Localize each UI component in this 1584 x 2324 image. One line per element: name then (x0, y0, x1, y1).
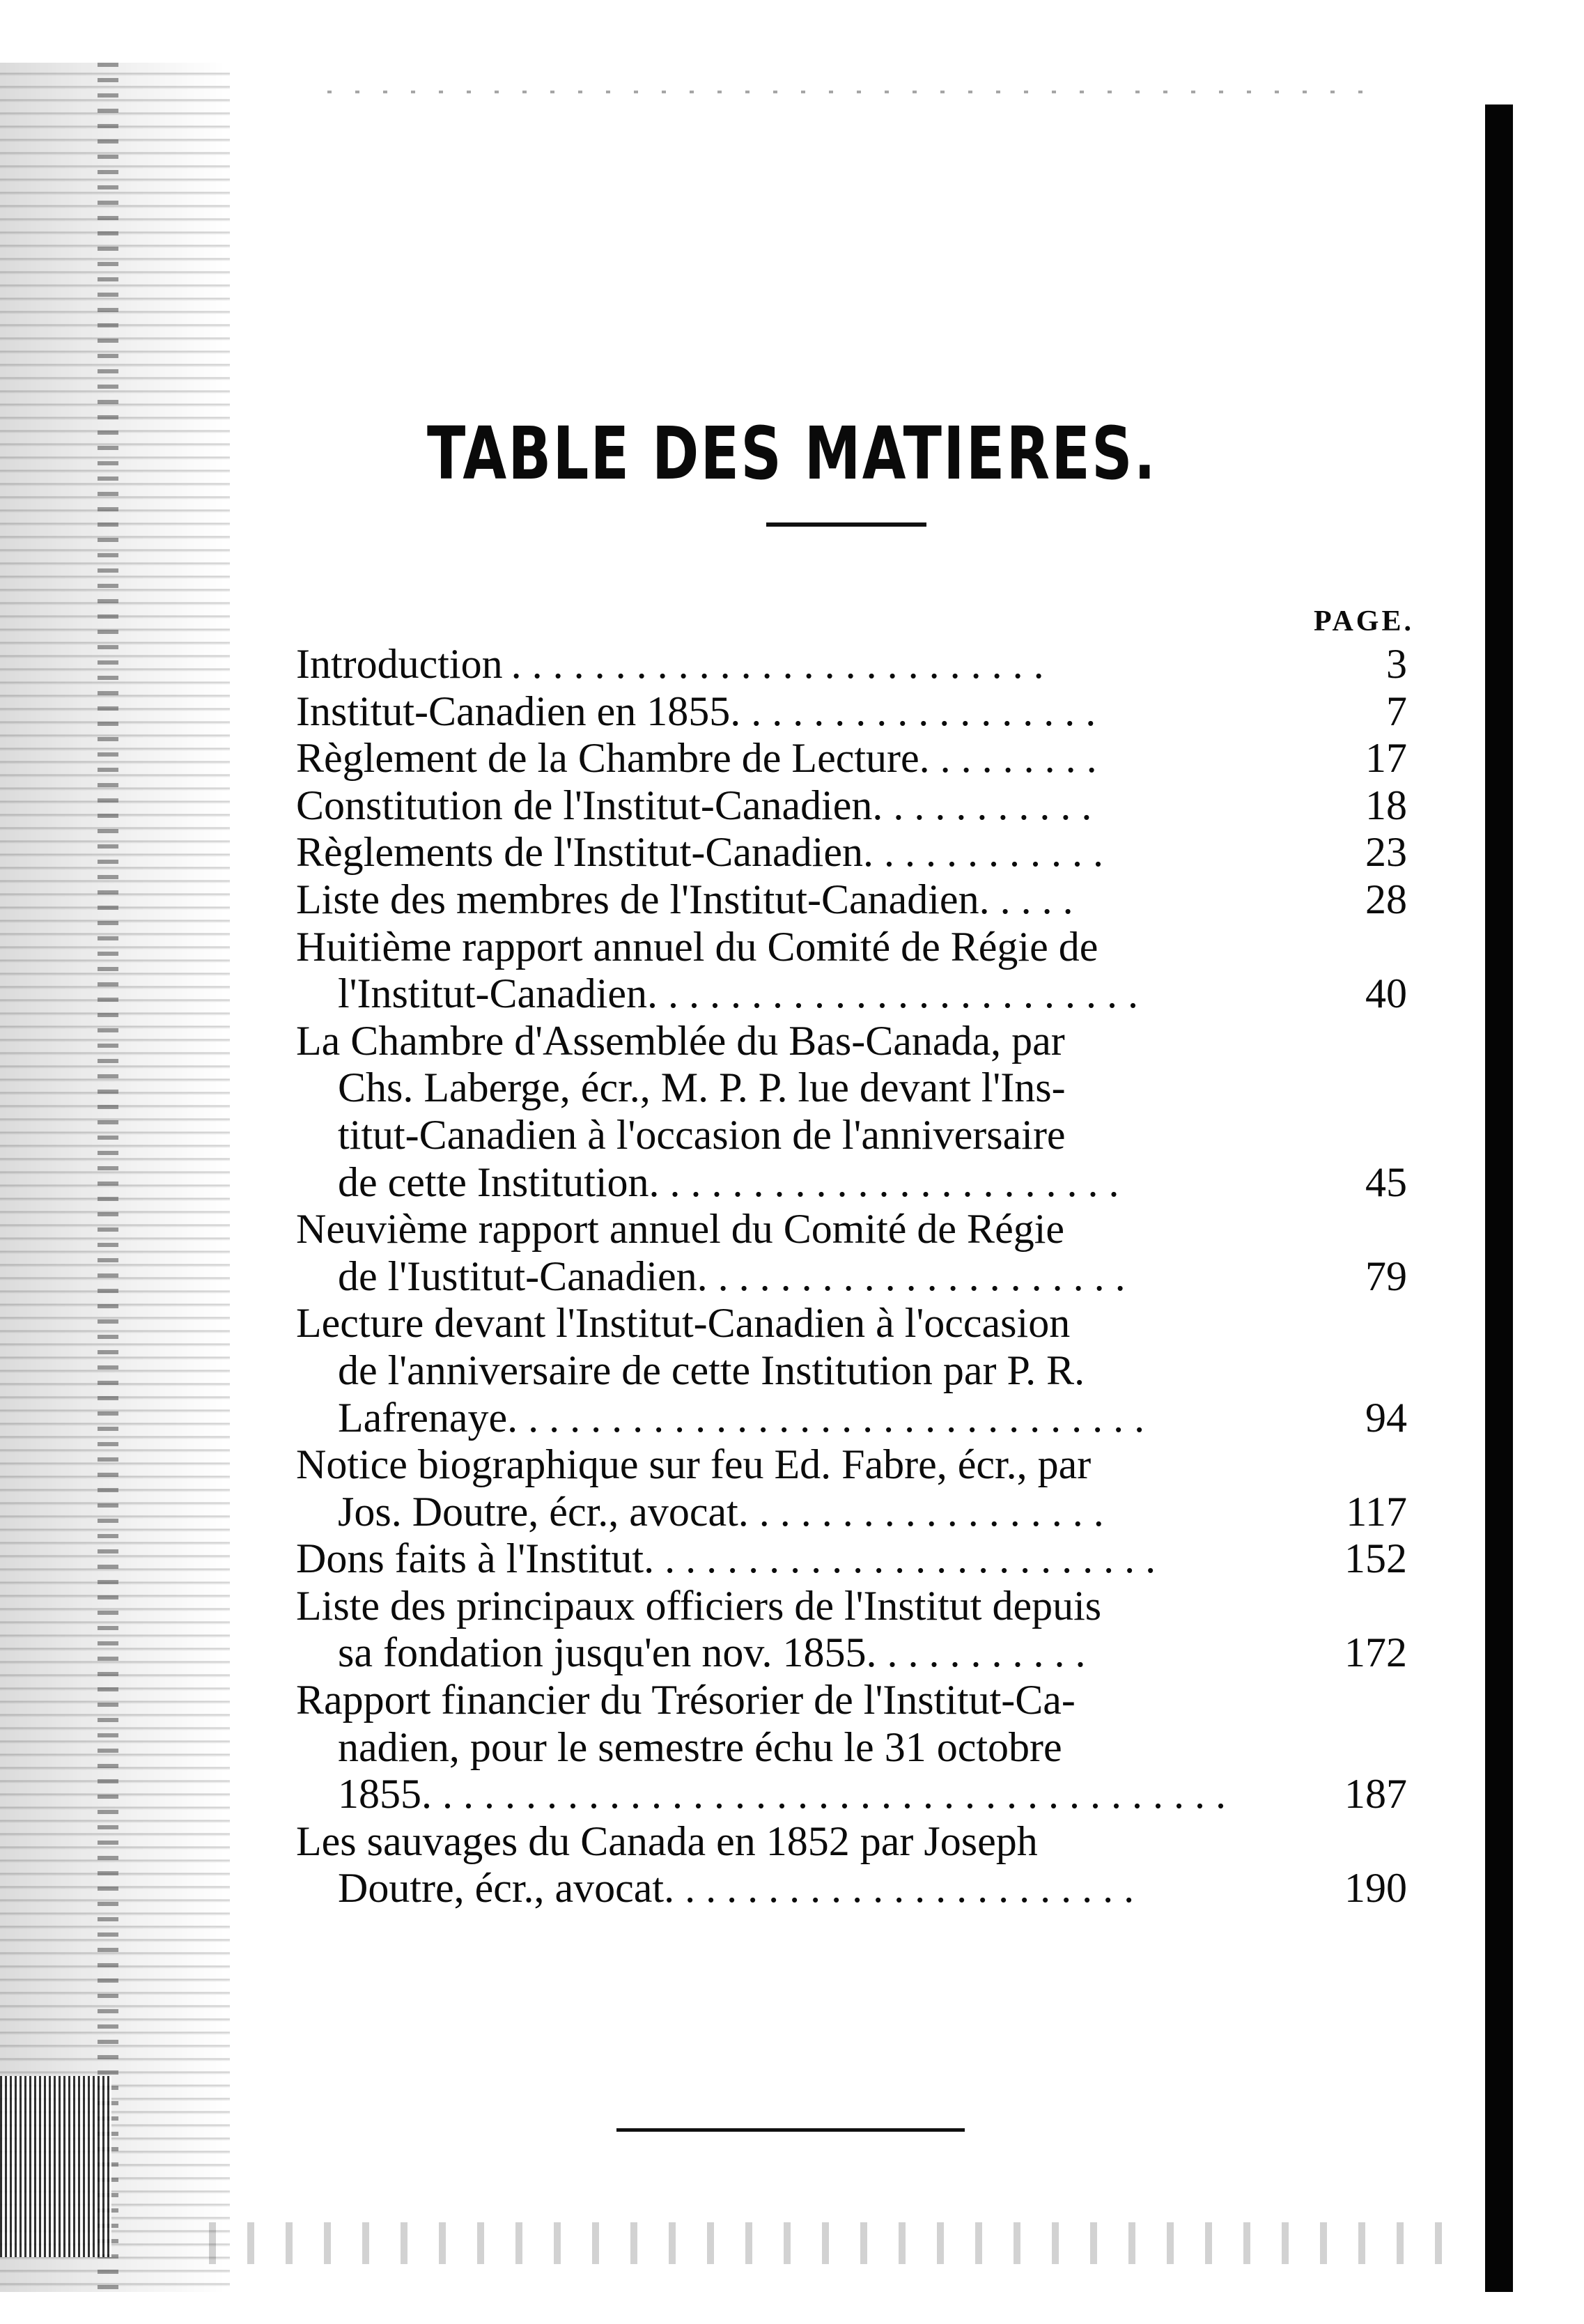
toc-entry-page-number: 45 (1365, 1159, 1407, 1205)
toc-entry-line: Rapport financier du Trésorier de l'Institut-Ca- (296, 1677, 1076, 1723)
toc-entry-title (296, 1018, 1407, 1206)
toc-entry (296, 1018, 1407, 1206)
title-rule (766, 522, 926, 527)
toc-entry-title (296, 1300, 1407, 1441)
toc-entry-line: Lecture devant l'Institut-Canadien à l'occasion (296, 1300, 1071, 1347)
toc-entry (296, 1206, 1407, 1300)
toc-entry (296, 1300, 1407, 1441)
toc-entry-line: Notice biographique sur feu Ed. Fabre, écr., par (296, 1441, 1092, 1488)
toc-entry (296, 1818, 1407, 1912)
toc-entry (296, 1535, 1407, 1583)
toc-entry-line: 1855. . . . . . . . . . . . . . . . . . . . . . . . . . . . . . . . . . . . . . . (338, 1771, 1226, 1818)
toc-entry (296, 876, 1407, 924)
toc-entry (296, 1677, 1407, 1818)
toc-entry-page-number: 7 (1386, 688, 1407, 734)
toc-entry-line: l'Institut-Canadien. . . . . . . . . . . . . . . . . . . . . . . . (338, 970, 1139, 1017)
toc-entry-page-number: 28 (1365, 876, 1407, 922)
toc-entry-line: Chs. Laberge, écr., M. P. P. lue devant l'Ins- (338, 1064, 1066, 1111)
toc-entry-page-number: 3 (1386, 641, 1407, 687)
toc-entry-title (296, 1677, 1407, 1818)
toc-entry (296, 735, 1407, 782)
toc-entry-title (296, 924, 1407, 1018)
toc-entry-line: Règlements de l'Institut-Canadien. . . . . . . . . . . . (296, 829, 1103, 876)
toc-entry-title (296, 688, 1407, 736)
toc-entry-title (296, 1818, 1407, 1912)
scan-corner-artifact (0, 2076, 111, 2257)
toc-entry-line: de cette Institution. . . . . . . . . . . . . . . . . . . . . . . (338, 1159, 1119, 1205)
table-of-contents (296, 641, 1407, 1912)
toc-entry-line: Doutre, écr., avocat. . . . . . . . . . . . . . . . . . . . . . . (338, 1865, 1135, 1912)
toc-entry-page-number: 17 (1365, 735, 1407, 782)
toc-entry (296, 924, 1407, 1018)
toc-entry-title (296, 735, 1407, 782)
toc-entry-line: titut-Canadien à l'occasion de l'anniversaire (338, 1111, 1066, 1158)
toc-entry-line: Liste des membres de l'Institut-Canadien. . . . . (296, 876, 1073, 922)
toc-entry (296, 641, 1407, 688)
end-rule (616, 2128, 965, 2132)
toc-entry-line: Huitième rapport annuel du Comité de Régie de (296, 923, 1098, 970)
toc-entry-line: Constitution de l'Institut-Canadien. . . . . . . . . . . (296, 782, 1092, 828)
toc-entry (296, 782, 1407, 830)
toc-entry-line: Dons faits à l'Institut. . . . . . . . . . . . . . . . . . . . . . . . . (296, 1535, 1156, 1582)
toc-entry (296, 1583, 1407, 1677)
toc-entry-title (296, 782, 1407, 830)
toc-entry-title (296, 829, 1407, 876)
toc-entry-page-number: 23 (1365, 829, 1407, 876)
toc-entry-line: nadien, pour le semestre échu le 31 octobre (338, 1723, 1062, 1770)
toc-entry-page-number: 94 (1365, 1394, 1407, 1441)
toc-entry-page-number: 187 (1344, 1771, 1407, 1818)
toc-entry-line: Jos. Doutre, écr., avocat. . . . . . . . . . . . . . . . . . (338, 1488, 1104, 1535)
toc-entry-line: de l'Iustitut-Canadien. . . . . . . . . . . . . . . . . . . . . (338, 1253, 1126, 1299)
page-title: TABLE DES MATIERES. (426, 411, 1158, 496)
toc-entry (296, 829, 1407, 876)
binding-spine (98, 63, 118, 2292)
toc-entry-line: de l'anniversaire de cette Institution par P. R. (338, 1347, 1085, 1393)
toc-entry (296, 1441, 1407, 1535)
toc-entry-line: Les sauvages du Canada en 1852 par Joseph (296, 1818, 1038, 1864)
toc-entry-line: Règlement de la Chambre de Lecture. . . . . . . . . (296, 735, 1097, 782)
scan-right-shadow-bar (1485, 104, 1513, 2292)
toc-entry-title (296, 1583, 1407, 1677)
scan-left-edge (0, 63, 230, 2292)
toc-entry-page-number: 18 (1365, 782, 1407, 828)
toc-entry-page-number: 152 (1344, 1535, 1407, 1582)
toc-entry-page-number: 190 (1344, 1865, 1407, 1912)
toc-entry-page-number: 79 (1365, 1253, 1407, 1299)
toc-entry-line: Institut-Canadien en 1855. . . . . . . . . . . . . . . . . . (296, 688, 1096, 734)
toc-entry-line: La Chambre d'Assemblée du Bas-Canada, par (296, 1017, 1065, 1064)
toc-entry-title (296, 1441, 1407, 1535)
toc-entry-line: Liste des principaux officiers de l'Institut depuis (296, 1582, 1102, 1629)
toc-entry-page-number: 172 (1344, 1629, 1407, 1676)
toc-entry (296, 688, 1407, 736)
toc-entry-title (296, 876, 1407, 924)
page-column-header: PAGE. (1313, 605, 1414, 637)
toc-entry-title (296, 1535, 1407, 1583)
scan-bottom-specks (209, 2222, 1449, 2264)
toc-entry-line: Neuvième rapport annuel du Comité de Régie (296, 1206, 1064, 1253)
toc-entry-line: sa fondation jusqu'en nov. 1855. . . . . . . . . . . (338, 1629, 1086, 1676)
scan-top-specks (327, 91, 1372, 93)
toc-entry-page-number: 40 (1365, 970, 1407, 1017)
toc-entry-title (296, 641, 1407, 688)
toc-entry-line: Introduction . . . . . . . . . . . . . . . . . . . . . . . . . . (296, 641, 1044, 687)
toc-entry-page-number: 117 (1346, 1488, 1407, 1535)
toc-entry-title (296, 1206, 1407, 1300)
toc-entry-line: Lafrenaye. . . . . . . . . . . . . . . . . . . . . . . . . . . . . . . (338, 1394, 1145, 1441)
